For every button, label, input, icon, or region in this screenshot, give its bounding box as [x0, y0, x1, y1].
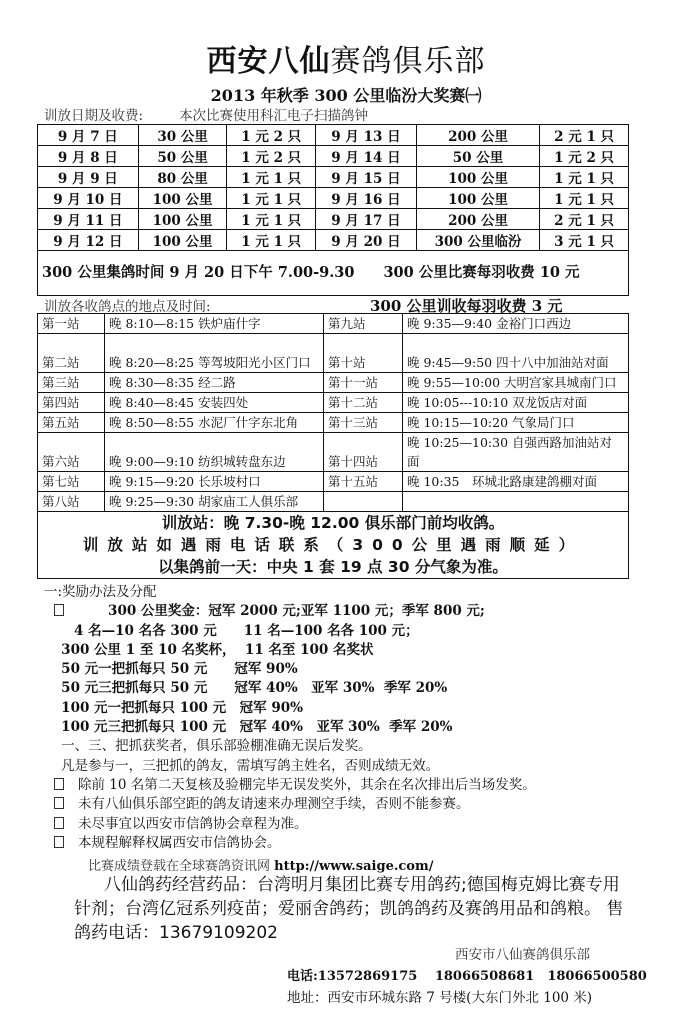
page-title [0, 36, 692, 80]
club-address: 地址：西安市环城东路 7 号楼(大东门外北 100 米) [287, 990, 593, 1006]
prize-text: 50 元三把抓每只 50 元 冠军 40% 亚军 30% 季军 20% [61, 680, 448, 697]
table-cell: 2 元 1 只 [540, 209, 629, 230]
table-row [38, 413, 629, 433]
prize-line [44, 737, 536, 756]
table-cell: 1 元 2 只 [540, 146, 629, 167]
table-cell: 第一站 [38, 314, 105, 334]
table-row [38, 472, 629, 492]
prize-line [44, 834, 536, 853]
footer-row [38, 512, 629, 579]
stations-heading: 训放各收鸽点的地点及时间: [44, 299, 211, 315]
prize-line [44, 757, 536, 776]
prize-text: 未尽事宜以西安市信鸽协会章程为准。 [78, 815, 308, 832]
prize-text: 100 元一把抓每只 100 元 冠军 90% [61, 699, 303, 716]
bullet-box-icon [54, 836, 64, 848]
table-cell: 第十三站 [324, 413, 403, 433]
prize-line [44, 776, 536, 795]
table-cell: 晚 10:05---10:10 双龙饭店对面 [403, 393, 629, 413]
table-cell: 9 月 14 日 [316, 146, 417, 167]
prize-text: 除前 10 名第二天复核及验棚完毕无误发奖外，其余在名次排出后当场发奖。 [78, 776, 536, 793]
prize-line [44, 718, 536, 737]
table-cell: 晚 8:40—8:45 安装四处 [105, 393, 324, 413]
table-cell: 晚 9:15—9:20 长乐坡村口 [105, 472, 324, 492]
table-cell: 80 公里 [138, 167, 227, 188]
table-cell: 第二站 [38, 334, 105, 373]
table-cell: 50 公里 [138, 146, 227, 167]
table-cell: 晚 9:45—9:50 四十八中加油站对面 [403, 334, 629, 373]
table-cell: 第十四站 [324, 433, 403, 472]
table-cell: 1 元 2 只 [227, 125, 316, 146]
table-cell: 1 元 1 只 [540, 188, 629, 209]
collection-summary: 300 公里集鸽时间 9 月 20 日下午 7.00-9.30 300 公里比赛每羽收费 10 元 [38, 251, 629, 296]
table-cell: 300 公里临汾 [416, 230, 539, 251]
prize-text: 一、三、把抓获奖者，俱乐部验棚准确无误后发奖。 [61, 738, 372, 755]
stations-table [37, 313, 629, 579]
stations-label [44, 295, 624, 315]
table-cell: 第三站 [38, 373, 105, 393]
table-cell: 1 元 1 只 [227, 167, 316, 188]
prize-text: 凡是参与一，三把抓的鸽友，需填写鸽主姓名，否则成绩无效。 [61, 757, 440, 774]
table-cell: 9 月 15 日 [316, 167, 417, 188]
table-cell: 晚 9:55—10:00 大明宫家具城南门口 [403, 373, 629, 393]
title-bold: 西安八仙 [206, 44, 331, 79]
prize-text: 50 元一把抓每只 50 元 冠军 90% [61, 661, 298, 678]
table-row [38, 188, 629, 209]
training-schedule-table [37, 124, 629, 296]
table-row [38, 209, 629, 230]
table-cell: 第十一站 [324, 373, 403, 393]
results-note [88, 855, 433, 874]
title-rest: 赛鸽俱乐部 [330, 44, 486, 79]
table-row [38, 433, 629, 472]
table-cell: 30 公里 [138, 125, 227, 146]
club-phone: 电话:13572869175 18066508681 18066500580 [287, 969, 647, 984]
table-cell: 9 月 9 日 [38, 167, 139, 188]
footer-line: 训放站：晚 7.30-晚 12.00 俱乐部门前均收鸽。 [161, 514, 505, 532]
prize-line [44, 660, 536, 679]
table-cell: 第九站 [324, 314, 403, 334]
table-cell: 100 公里 [138, 230, 227, 251]
prize-line [44, 815, 536, 834]
table-cell: 100 公里 [138, 188, 227, 209]
prize-line [44, 795, 536, 814]
table-row [38, 393, 629, 413]
bullet-box-icon [54, 797, 64, 809]
table-cell: 晚 9:35—9:40 金裕门口西边 [403, 314, 629, 334]
prize-line [44, 679, 536, 698]
table-cell: 1 元 1 只 [227, 188, 316, 209]
prize-line [44, 699, 536, 718]
prize-line [44, 622, 536, 641]
table-row [38, 230, 629, 251]
table-cell: 1 元 1 只 [540, 167, 629, 188]
stations-fee: 300 公里训收每羽收费 3 元 [370, 297, 563, 315]
table-cell: 200 公里 [416, 125, 539, 146]
table-row [38, 334, 629, 373]
table-cell: 3 元 1 只 [540, 230, 629, 251]
table-cell: 第五站 [38, 413, 105, 433]
prize-text: 未有八仙俱乐部空距的鸽友请速来办理测空手续，否则不能参赛。 [78, 796, 470, 813]
training-note: 本次比赛使用科汇电子扫描鸽钟 [179, 108, 369, 124]
table-cell: 晚 10:35 环城北路康建鸽棚对面 [403, 472, 629, 492]
table-row [38, 146, 629, 167]
table-cell: 1 元 1 只 [227, 230, 316, 251]
table-cell: 200 公里 [416, 209, 539, 230]
bullet-box-icon [54, 817, 64, 829]
table-cell: 第十站 [324, 334, 403, 373]
table-cell: 晚 8:10—8:15 铁炉庙什字 [105, 314, 324, 334]
club-name: 西安市八仙赛鸽俱乐部 [455, 947, 590, 963]
table-cell: 晚 8:30—8:35 经二路 [105, 373, 324, 393]
prize-text: 300 公里 1 至 10 名奖杯， 11 名至 100 名奖状 [61, 641, 374, 658]
bullet-box-icon [54, 604, 64, 616]
table-cell: 9 月 20 日 [316, 230, 417, 251]
prize-heading: 一:奖励办法及分配 [44, 584, 157, 600]
table-cell: 晚 10:15—10:20 气象局门口 [403, 413, 629, 433]
summary-row [38, 251, 629, 296]
results-url[interactable]: http://www.saige.com/ [274, 859, 434, 874]
prize-text: 100 元三把抓每只 100 元 冠军 40% 亚军 30% 季军 20% [61, 719, 453, 736]
table-cell: 晚 8:50—8:55 水泥厂什字东北角 [105, 413, 324, 433]
results-text: 比赛成绩登载在全球赛鸽资讯网 [88, 859, 271, 874]
training-heading: 训放日期及收费: [44, 108, 144, 124]
training-label [44, 104, 368, 124]
table-cell: 1 元 1 只 [227, 209, 316, 230]
table-cell: 100 公里 [416, 167, 539, 188]
prize-line [44, 641, 536, 660]
table-cell: 100 公里 [138, 209, 227, 230]
table-cell: 第七站 [38, 472, 105, 492]
prize-line [44, 602, 536, 621]
footer-line: 训放站如遇雨电话联系（300公里遇雨顺延） [82, 536, 584, 554]
table-cell: 第十五站 [324, 472, 403, 492]
subtitle: 2013 年秋季 300 公里临汾大奖赛㈠ [210, 86, 482, 105]
table-cell: 第八站 [38, 492, 105, 512]
table-cell: 第六站 [38, 433, 105, 472]
table-cell: 2 元 1 只 [540, 125, 629, 146]
table-cell: 50 公里 [416, 146, 539, 167]
medicine-ad: 八仙鸽药经营药品：台湾明月集团比赛专用鸽药;德国梅克姆比赛专用针剂；台湾亿冠系列疫苗；爱丽舍鸽药；凯鸽鸽药及赛鸽用品和鸽粮。 售鸽药电话：13679109202 [74, 875, 624, 943]
stations-footer [38, 512, 629, 579]
table-cell: 第四站 [38, 393, 105, 413]
table-cell: 9 月 16 日 [316, 188, 417, 209]
table-row [38, 125, 629, 146]
table-cell: 晚 9:25—9:30 胡家庙工人俱乐部 [105, 492, 324, 512]
table-cell: 9 月 10 日 [38, 188, 139, 209]
prize-text: 本规程解释权属西安市信鸽协会。 [78, 834, 281, 851]
table-cell: 9 月 17 日 [316, 209, 417, 230]
table-cell: 9 月 7 日 [38, 125, 139, 146]
table-cell: 9 月 11 日 [38, 209, 139, 230]
table-cell: 9 月 13 日 [316, 125, 417, 146]
footer-line: 以集鸽前一天：中央 1 套 19 点 30 分气象为准。 [158, 558, 508, 576]
prize-text: 4 名—10 名各 300 元 11 名—100 名各 100 元； [74, 622, 419, 639]
bullet-box-icon [54, 778, 64, 790]
table-cell [324, 492, 403, 512]
prize-text: 300 公里奖金：冠军 2000 元;亚军 1100 元；季军 800 元; [108, 603, 485, 620]
table-cell: 100 公里 [416, 188, 539, 209]
prize-section [44, 583, 536, 853]
table-row [38, 167, 629, 188]
table-cell: 9 月 12 日 [38, 230, 139, 251]
table-row [38, 492, 629, 512]
table-cell: 1 元 2 只 [227, 146, 316, 167]
table-row [38, 314, 629, 334]
table-cell: 晚 8:20—8:25 等驾坡阳光小区门口 [105, 334, 324, 373]
table-cell: 9 月 8 日 [38, 146, 139, 167]
table-row [38, 373, 629, 393]
table-cell: 晚 10:25—10:30 自强西路加油站对面 [403, 433, 629, 472]
table-cell [403, 492, 629, 512]
table-cell: 第十二站 [324, 393, 403, 413]
table-cell: 晚 9:00—9:10 纺织城转盘东边 [105, 433, 324, 472]
